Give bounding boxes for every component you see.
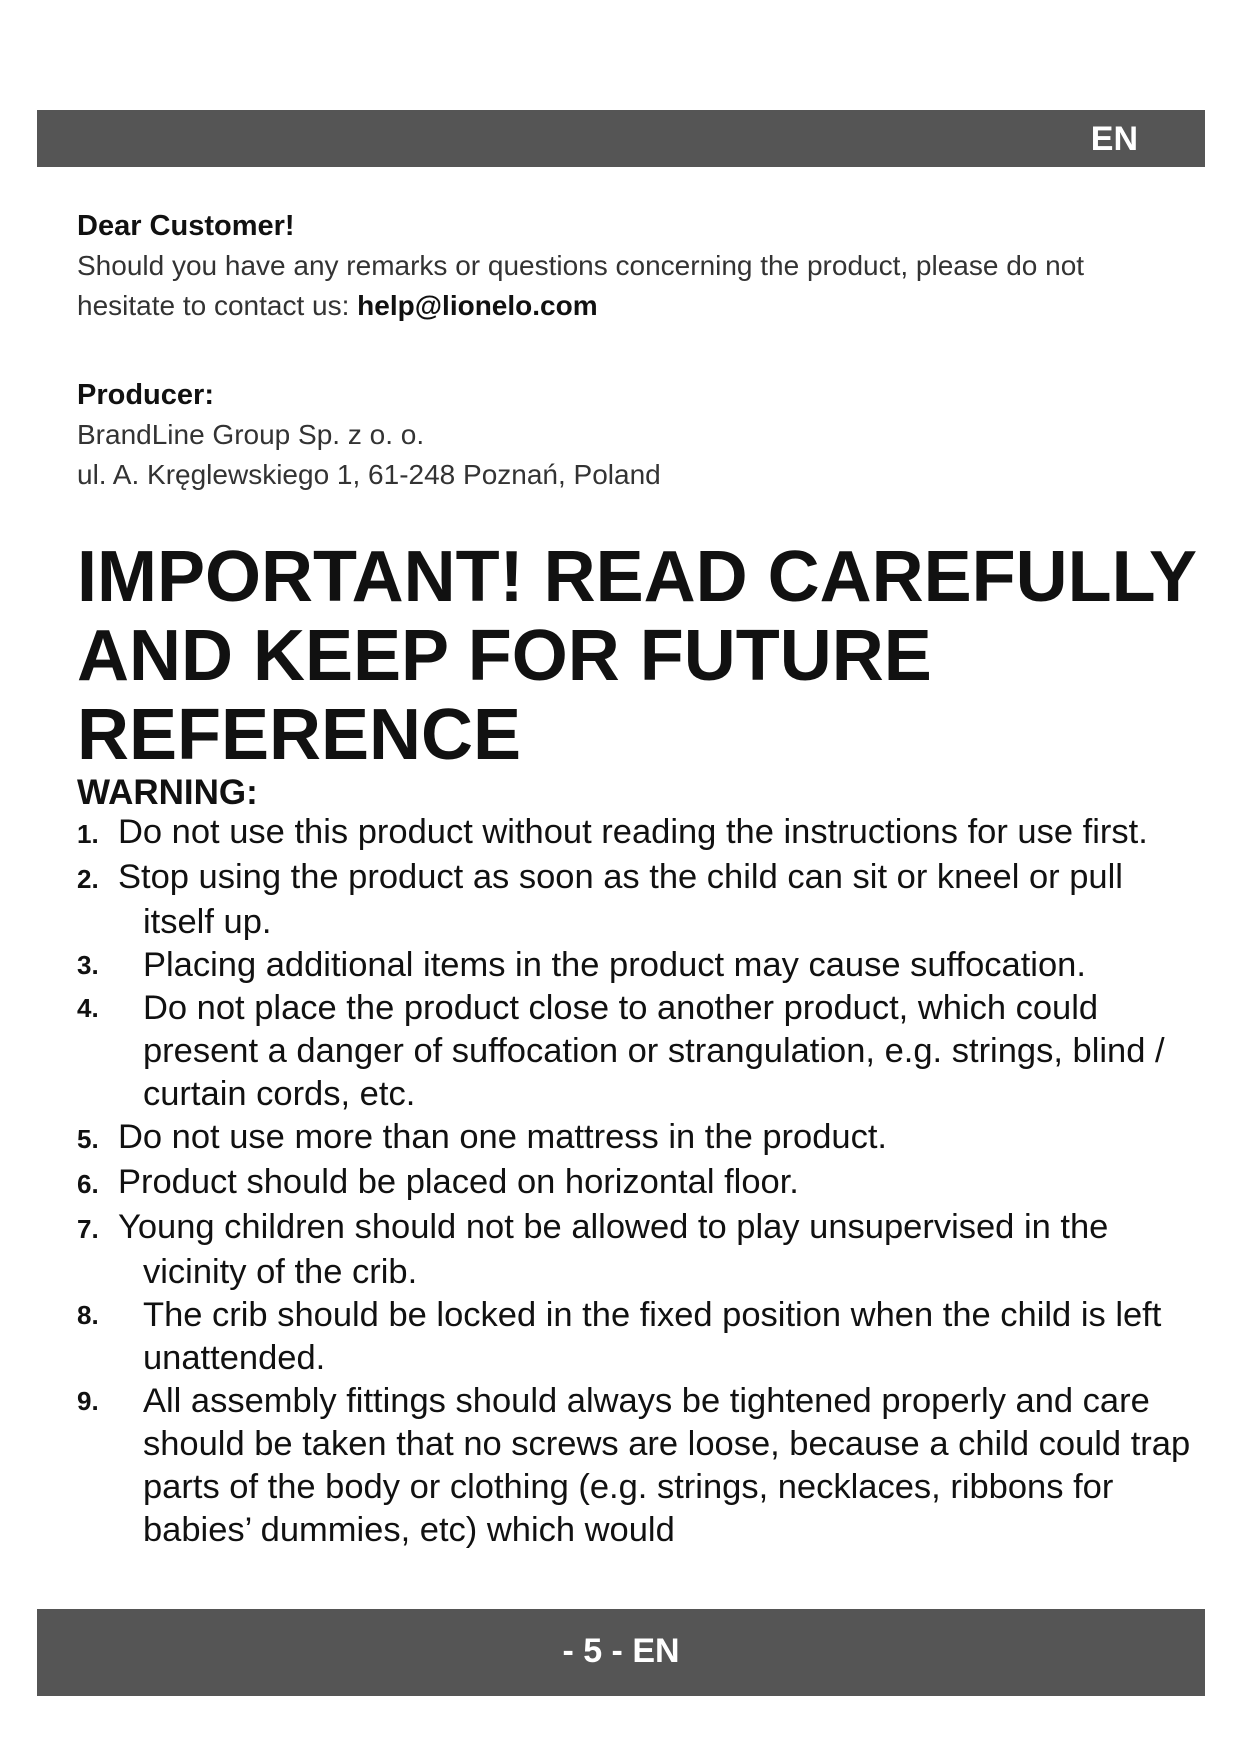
warning-item [77,1116,1192,1161]
warning-item-text: Do not use this product without reading the instructions for use first. [118,813,1148,851]
warning-list [77,811,1192,1552]
page-title: IMPORTANT! READ CAREFULLY AND KEEP FOR FUTURE REFERENCE [77,537,1196,775]
warning-item [77,1206,1192,1294]
warning-item-text: Placing additional items in the product may cause suffocation. [143,946,1086,984]
warning-item-text: Do not place the product close to another product, which could present a danger of suffocation or strangulation, e.g. strings, blind / curtain cords, etc. [143,989,1165,1113]
warning-item-number: 3. [77,950,99,980]
language-tag: EN [1090,120,1138,158]
page-number: - 5 - EN [562,1632,680,1670]
warning-item [77,856,1192,944]
warning-item-number: 9. [77,1386,99,1416]
warning-item-number: 5. [77,1124,99,1154]
warning-item-text: All assembly fittings should always be tightened properly and care should be taken that no screws are loose, because a child could trap parts of the body or clothing (e.g. strings, necklaces, ribbons for babies’ dummies, etc) which would [143,1382,1191,1549]
footer-bar [37,1609,1205,1696]
warning-item-text: Young children should not be allowed to play unsupervised in the vicinity of the crib. [118,1208,1109,1291]
warning-item [77,1161,1192,1206]
contact-email: help@lionelo.com [357,290,598,321]
customer-contact-section [77,206,1187,326]
producer-company: BrandLine Group Sp. z o. o. [77,419,425,450]
producer-heading: Producer: [77,379,214,411]
warning-item-text: Product should be placed on horizontal floor. [118,1163,799,1201]
warning-item [77,1294,1192,1380]
warning-item-number: 7. [77,1214,99,1244]
producer-section [77,375,1187,495]
warning-item-text: Do not use more than one mattress in the product. [118,1118,888,1156]
producer-address: ul. A. Kręglewskiego 1, 61-248 Poznań, Poland [77,459,661,490]
warning-item-text: Stop using the product as soon as the child can sit or kneel or pull itself up. [118,858,1123,941]
warning-item-number: 8. [77,1300,99,1330]
header-bar [37,110,1205,167]
warning-item-text: The crib should be locked in the fixed position when the child is left unattended. [143,1296,1162,1377]
contact-sentence: Should you have any remarks or questions concerning the product, please do not hesitate to contact us: [77,250,1085,321]
warning-item-number: 6. [77,1169,99,1199]
warning-item-number: 1. [77,819,99,849]
warning-item [77,811,1192,856]
warning-item-number: 2. [77,864,99,894]
warning-item [77,987,1192,1116]
customer-contact-text [77,246,1187,326]
customer-heading: Dear Customer! [77,210,295,242]
warning-item [77,1380,1192,1552]
warning-item-number: 4. [77,993,99,1023]
warning-heading: WARNING: [77,773,258,812]
warning-item [77,944,1192,987]
